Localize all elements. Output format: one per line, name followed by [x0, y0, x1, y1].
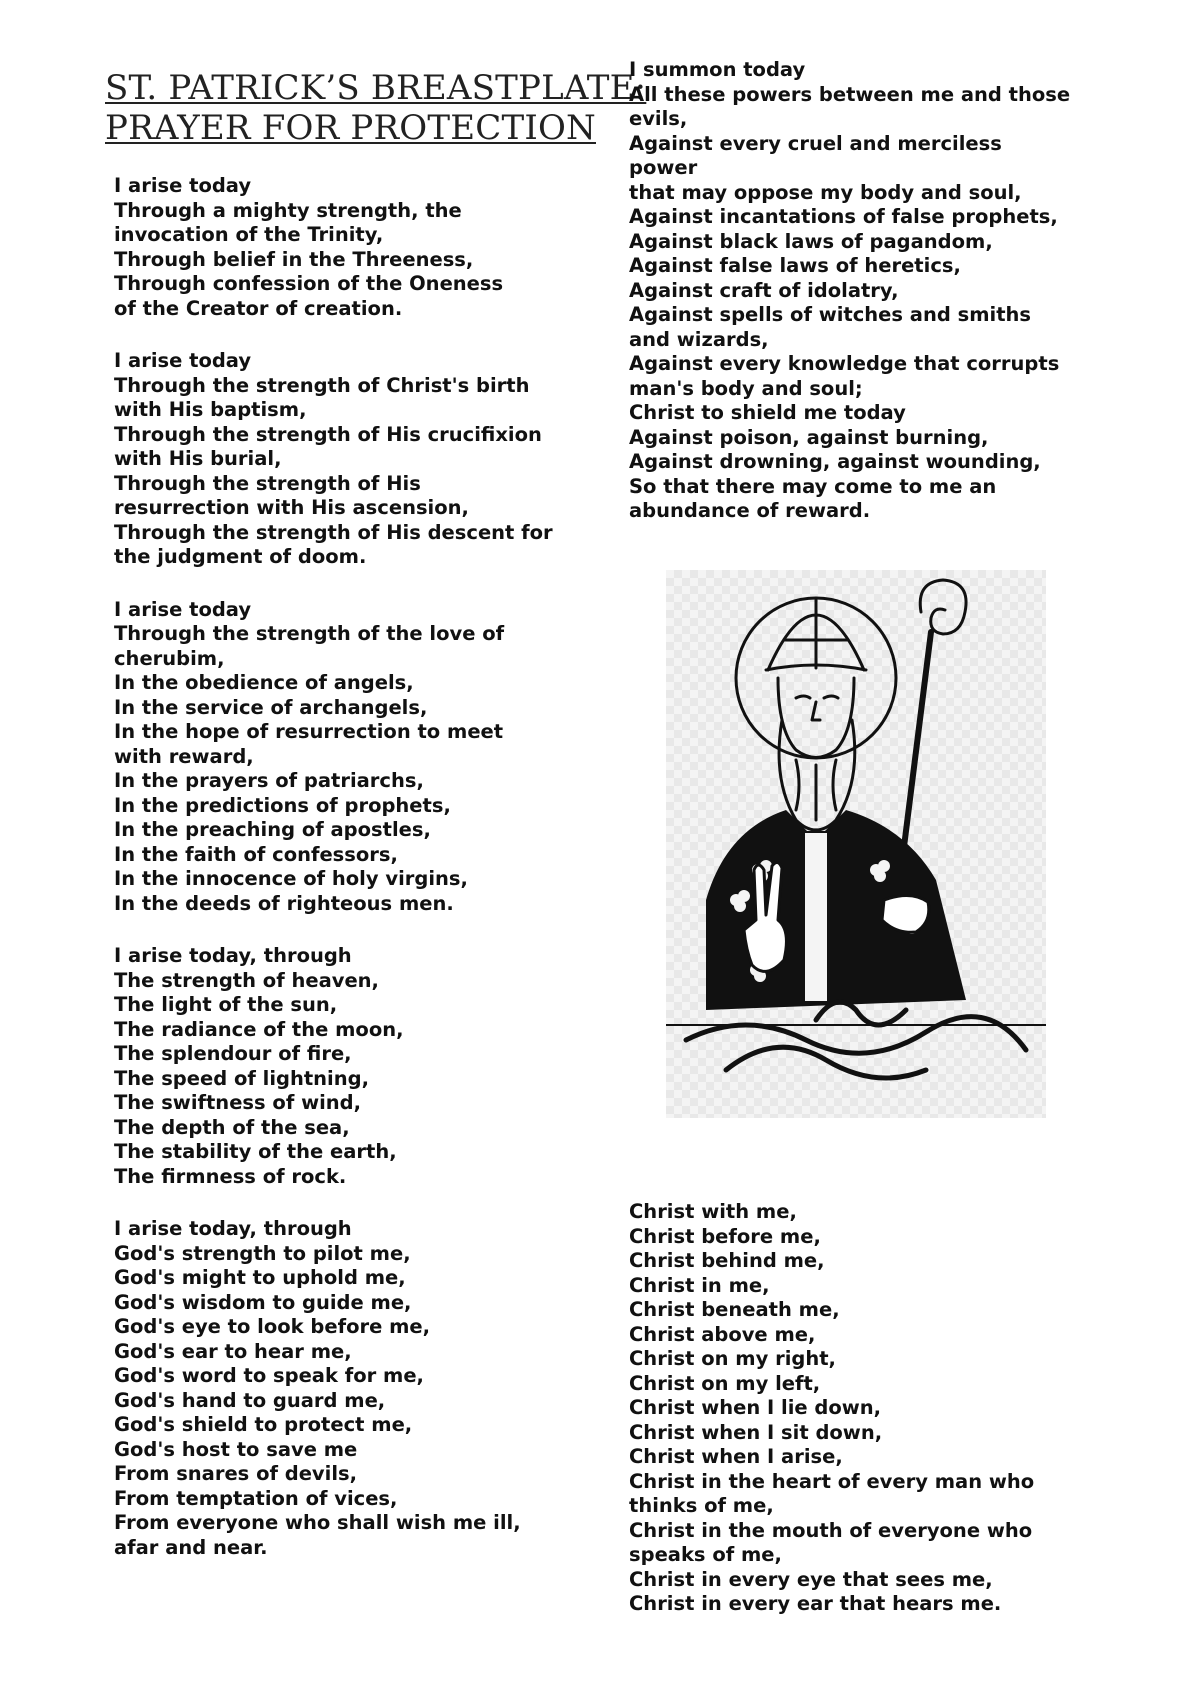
verse-line: Through the strength of the love of [114, 622, 505, 645]
verse-line: Christ beneath me, [629, 1298, 840, 1321]
verse-line: The radiance of the moon, [114, 1017, 404, 1041]
verse-line: invocation of the Trinity, [114, 223, 384, 246]
verse-line: I summon today [629, 58, 806, 81]
verse-line: Against poison, against burning, [629, 425, 989, 449]
verse-line: The strength of heaven, [114, 968, 379, 992]
verse-line: Against incantations of false prophets, [629, 205, 1058, 228]
verse-line: God's word to speak for me, [114, 1364, 424, 1387]
verse-line: Through confession of the Oneness [114, 272, 504, 295]
title-line-1: ST. PATRICK’S BREASTPLATE: [105, 68, 647, 108]
verse-line: Christ in the heart of every man who [629, 1469, 1035, 1493]
right-column-top [629, 58, 1099, 552]
verse-line: I arise today [114, 174, 252, 197]
verse-line: speaks of me, [629, 1543, 782, 1566]
verse-line: evils, [629, 107, 688, 130]
verse-line: Against every knowledge that corrupts [629, 352, 1060, 375]
verse-line: In the predictions of prophets, [114, 793, 451, 817]
verse-line: God's host to save me [114, 1437, 358, 1461]
verse-line: Against false laws of heretics, [629, 254, 961, 277]
face-icon [778, 678, 854, 758]
verse-line: I arise today [114, 597, 252, 621]
verse-line: Against craft of idolatry, [629, 278, 899, 302]
stanza-christ [629, 1200, 1099, 1617]
verse-line: afar and near. [114, 1535, 268, 1559]
verse-line: Against black laws of pagandom, [629, 229, 993, 253]
left-column [114, 174, 584, 1588]
verse-line: All these powers between me and those [629, 82, 1071, 106]
holding-hand-icon [882, 895, 929, 932]
verse-line: From temptation of vices, [114, 1486, 398, 1510]
saint-patrick-drawing [666, 570, 1046, 1118]
verse-line: In the prayers of patriarchs, [114, 769, 424, 792]
verse-line: In the innocence of holy virgins, [114, 867, 468, 890]
verse-line: Christ in every ear that hears me. [629, 1592, 1002, 1615]
verse-line: Christ in the mouth of everyone who [629, 1518, 1033, 1542]
verse-line: In the preaching of apostles, [114, 818, 431, 841]
verse-line: Christ behind me, [629, 1249, 825, 1272]
verse-line: man's body and soul; [629, 376, 863, 400]
verse-line: God's might to uphold me, [114, 1266, 406, 1289]
verse-line: God's hand to guard me, [114, 1388, 386, 1412]
verse-line: with reward, [114, 744, 254, 768]
verse-line: So that there may come to me an [629, 474, 997, 498]
verse-line: Christ on my right, [629, 1347, 836, 1370]
title-line-2: PRAYER FOR PROTECTION [105, 108, 596, 148]
saint-patrick-illustration-icon [666, 570, 1046, 1118]
verse-line: with His burial, [114, 447, 282, 470]
verse-line: Through a mighty strength, the [114, 198, 462, 222]
verse-line: Against drowning, against wounding, [629, 450, 1041, 473]
verse-line: Christ when I arise, [629, 1445, 843, 1468]
verse-line: Christ when I lie down, [629, 1396, 882, 1419]
verse-line: power [629, 156, 698, 179]
verse-line: Through the strength of His descent for [114, 520, 553, 544]
serpents-icon [686, 1002, 1026, 1078]
verse-line: The stability of the earth, [114, 1140, 397, 1163]
verse-line: God's wisdom to guide me, [114, 1290, 412, 1314]
verse-line: Through the strength of His [114, 471, 421, 495]
verse-line: The swiftness of wind, [114, 1091, 362, 1114]
stanza-4 [114, 944, 584, 1189]
verse-line: and wizards, [629, 327, 769, 351]
stanza-3 [114, 598, 584, 917]
verse-line: God's ear to hear me, [114, 1339, 352, 1363]
verse-line: Christ in me, [629, 1273, 770, 1297]
stanza-summon [629, 58, 1099, 524]
verse-line: In the faith of confessors, [114, 842, 398, 866]
verse-line: the judgment of doom. [114, 545, 367, 568]
verse-line: In the obedience of angels, [114, 671, 414, 694]
stanza-5 [114, 1217, 584, 1560]
verse-line: Through belief in the Threeness, [114, 247, 474, 271]
verse-line: with His baptism, [114, 398, 307, 421]
verse-line: God's shield to protect me, [114, 1413, 413, 1436]
verse-line: The depth of the sea, [114, 1115, 350, 1139]
verse-line: God's eye to look before me, [114, 1315, 431, 1338]
verse-line: Through the strength of His crucifixion [114, 422, 542, 446]
verse-line: thinks of me, [629, 1494, 774, 1517]
verse-line: In the deeds of righteous men. [114, 891, 454, 915]
verse-line: Christ before me, [629, 1224, 821, 1248]
verse-line: Christ on my left, [629, 1371, 821, 1395]
stanza-1 [114, 174, 584, 321]
verse-line: of the Creator of creation. [114, 296, 403, 320]
verse-line: The speed of lightning, [114, 1066, 369, 1090]
verse-line: The light of the sun, [114, 993, 338, 1016]
right-column-bottom [629, 1200, 1099, 1645]
verse-line: Christ to shield me today [629, 401, 906, 424]
verse-line: From everyone who shall wish me ill, [114, 1511, 521, 1534]
verse-line: Christ when I sit down, [629, 1420, 883, 1444]
verse-line: The splendour of fire, [114, 1042, 352, 1065]
verse-line: God's strength to pilot me, [114, 1241, 411, 1265]
verse-line: Through the strength of Christ's birth [114, 373, 530, 397]
verse-line: In the service of archangels, [114, 695, 428, 719]
page-title [105, 68, 647, 148]
verse-line: cherubim, [114, 646, 225, 670]
verse-line: I arise today [114, 349, 252, 372]
verse-line: The firmness of rock. [114, 1164, 347, 1188]
crozier-icon [920, 580, 966, 634]
verse-line: that may oppose my body and soul, [629, 180, 1022, 204]
verse-line: resurrection with His ascension, [114, 496, 469, 519]
verse-line: abundance of reward. [629, 499, 871, 522]
verse-line: Against spells of witches and smiths [629, 303, 1032, 326]
stanza-2 [114, 349, 584, 570]
verse-line: I arise today, through [114, 1217, 352, 1240]
verse-line: Christ in every eye that sees me, [629, 1567, 993, 1591]
verse-line: Against every cruel and merciless [629, 131, 1002, 155]
verse-line: Christ above me, [629, 1322, 816, 1346]
verse-line: From snares of devils, [114, 1462, 358, 1485]
verse-line: In the hope of resurrection to meet [114, 720, 504, 743]
verse-line: I arise today, through [114, 944, 352, 967]
verse-line: Christ with me, [629, 1200, 797, 1223]
